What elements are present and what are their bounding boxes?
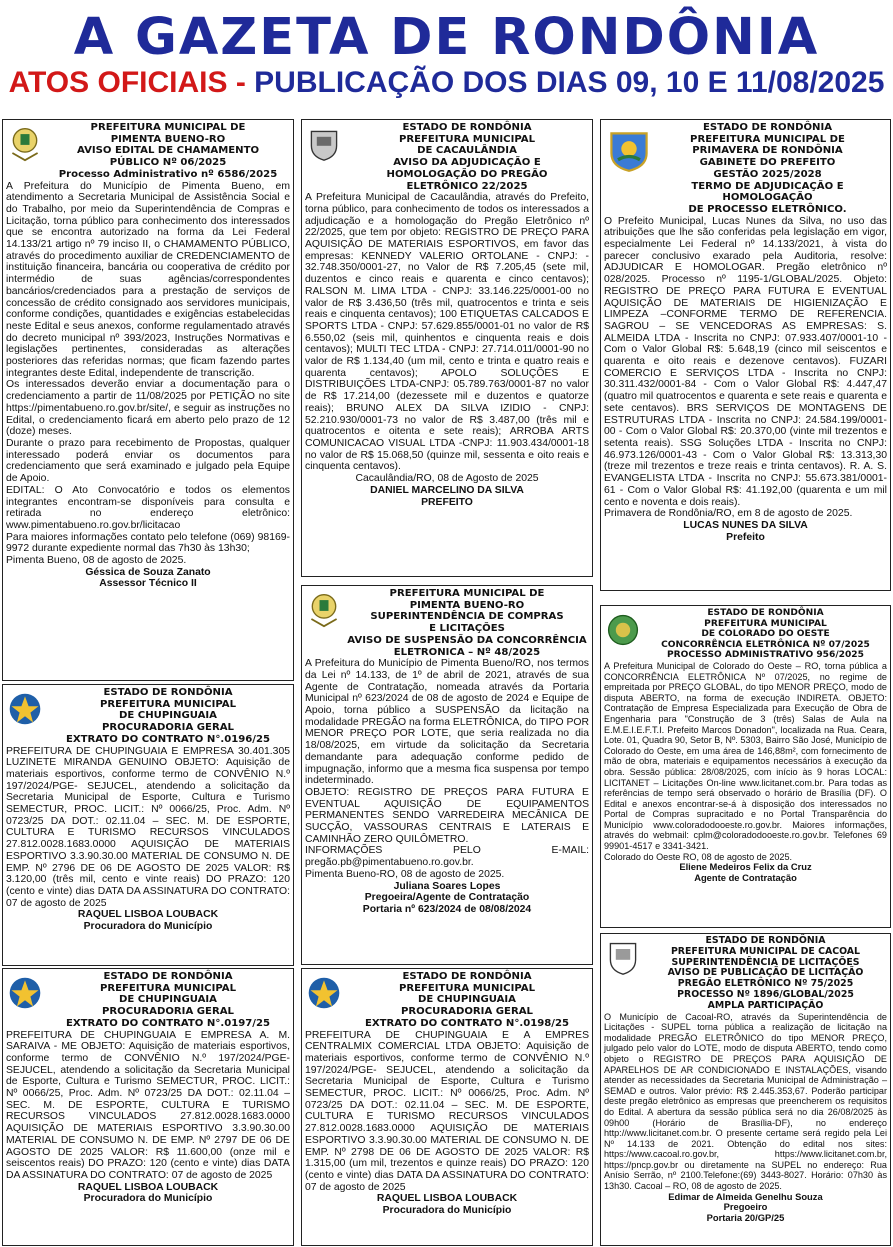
municipal-seal-icon bbox=[306, 126, 342, 162]
notice-cacaulandia-pregao bbox=[301, 119, 593, 577]
municipal-seal-icon bbox=[7, 126, 43, 162]
municipal-seal-icon bbox=[605, 612, 641, 648]
notice-body: O Prefeito Municipal, Lucas Nunes da Silva, no uso das atribuições que lhe são conferidas pela legislação em vigor, especialmente Lei Federal nº 14.133/2021, à vista do parecer conclusivo exarado pela Auditoria, resolve: ADJUDICAR E HOMOLOGAR. Pregão eletrônico nº 028/2025. Processo nº 1195-1/GLOBAL/2025. Objeto: REGISTRO DE PREÇO PARA FUTURA E EVENTUAL AQUISIÇÃO DE MATERIAIS DE HIGIENIZAÇÃO E LIMPEZA –CONFORME TERMO DE REFERENCIA. SAGROU – SE VENCEDORAS AS EMPRESAS: S. ALMEIDA LTDA - Inscrita no CNPJ: 07.933.407/0001-10 - Com o Valor Global R$: 5.648,19 (cinco mil seiscentos e quarenta e oito reais e dezenove centavos). FUZARI COMERCIO E SERVIÇOS LTDA - Inscrita no CNPJ: 30.311.432/0001-84 - Com o Valor Global R$: 4.447,47 (quatro mil quatrocentos e quarenta e sete reais e quarenta e sete centavos). BRS SERVIÇOS DE MONTAGENS DE ESTRUTURAS LTDA - Inscrita no CNPJ: 24.584.199/0001-00 - Com o Valor Global R$: 20.370,00 (vinte mil trezentos e setenta reais). SSG Soluções LTDA - Inscrita no CNPJ: 46.973.126/0001-43 - Com o Valor Global R$: 13.313,30 (treze mil trezentos e treze reais e trinta centavos). R. A. S. EVANGELISTA LTDA - Inscrita no CNPJ: 55.673.381/0001-61 - Com o Valor Global R$: 41.192,00 (quarenta e um mil cento e noventa e dois reais). Primavera de Rondônia/RO, em 8 de agosto de 2025. bbox=[604, 215, 887, 520]
notice-cacoal-pregao bbox=[600, 933, 891, 1246]
notice-signature: RAQUEL LISBOA LOUBACK Procuradora do Município bbox=[77, 909, 219, 933]
notice-primavera-homologacao bbox=[600, 119, 891, 591]
notice-chupinguaia-0197 bbox=[2, 968, 294, 1246]
notice-body: PREFEITURA DE CHUPINGUAIA E EMPRESA 30.401.305 LUZINETE MIRANDA GENUINO OBJETO: Aquisição de materiais esportivos, conforme termo de CONVÊNIO N.º 197/2024/PGE- SEJUCEL, atendendo a solicitação da Secretaria Municipal de Esporte, Cultura e Turismo SEMECTUR, PROC. LICIT.: Nº 0066/25, Proc. Adm. Nº 0723/25 DA DOT.: 02.11.04 – SEC. M. DE ESPORTE, CULTURA E TURISMO RECURSOS VINCULADOS 27.812.0028.1683.0000 AQUISIÇÃO DE MATERIAIS ESPORTIVO 3.3.90.30.00 MATERIAL DE CONSUMO N. DE EMP. Nº 2796 DE 06 DE AGOSTO DE 2025 VALOR: R$ 3.120,00 (três mil, cento e vinte reais) DO PRAZO: 120 (cento e vinte) dias DATA DA ASSINATURA DO CONTRATO: 07 de agosto de 2025 bbox=[6, 745, 290, 909]
notice-body: A Prefeitura Municipal de Cacaulândia, através do Prefeito, torna público, para conhecimento de todos os interessados a adjudicação e a homologação do Pregão Eletrônico nº 22/2025, que tem por objeto: REGISTRO DE PREÇO PARA AQUISIÇÃO DE MATERIAIS ESPORTIVOS, em favor das empresas: KENNEDY VALERIO ORTOLANE - CNPJ: - 32.748.350/0001-27, no Valor de R$ 7.205,45 (sete mil, duzentos e cinco reais e quarenta e cinco centavos); RALSON M. LIMA LTDA - CNPJ: 33.146.225/0001-00 no valor de R$ 3.436,50 (três mil, quatrocentos e trinta e seis reais e cinquenta centavos); 100 ETIQUETAS CALCADOS E SPORTS LTDA - CNPJ: 57.629.855/0001-01 no valor de R$ 6.550,02 (seis mil, quinhentos e cinquenta reais e dois centavos); MULTI TEC LTDA - CNPJ: 27.714.011/0001-90 no valor de R$ 1.134,40 (um mil, cento e trinta e quatro reais e quarenta centavos); APOLO SOLUÇÕES E DISTRIBUIÇÕES LTDA-CNPJ: 05.789.763/0001-87 no valor de R$ 17.214,00 (dezessete mil e duzentos e quatorze reais); BRUNO ALEX DA SILVA IZIDIO - CNPJ: 52.210.930/0001-73 no valor de R$ 3.487,00 (três mil e quatrocentos e oitenta e sete reais); ARROBA ARTS COMUNICACAO VISUAL LTDA -CNPJ: 11.903.434/0001-18 no valor de R$ 15.068,50 (quinze mil, sessenta e oito reais e cinquenta centavos). bbox=[305, 192, 589, 473]
notice-colorado-concorrencia bbox=[600, 605, 891, 928]
notice-header: ESTADO DE RONDÔNIA PREFEITURA MUNICIPAL DE PRIMAVERA DE RONDÔNIA GABINETE DO PREFEITO GESTÃO 2025/2028 TERMO DE ADJUDICAÇÃO E HOMOLOGAÇÃO DE PROCESSO ELETRÔNICO. bbox=[688, 122, 847, 215]
notice-signature: Géssica de Souza Zanato Assessor Técnico II bbox=[85, 566, 211, 590]
section-subtitle bbox=[0, 66, 893, 100]
notice-chupinguaia-0196 bbox=[2, 684, 294, 966]
notice-header: ESTADO DE RONDÔNIA PREFEITURA MUNICIPAL DE CHUPINGUAIA PROCURADORIA GERAL EXTRATO DO CONTRATO N°.0198/25 bbox=[364, 971, 570, 1029]
notice-header: ESTADO DE RONDÔNIA PREFEITURA MUNICIPAL DE CACOAL SUPERINTENDÊNCIA DE LICITAÇÕES AVISO DE PUBLICAÇÃO DE LICITAÇÃO PREGÃO ELETRÔNICO Nº 75/2025 PROCESSO Nº 1896/GLOBAL/2025 AMPLA PARTICIPAÇÃO bbox=[667, 935, 864, 1011]
notice-signature: RAQUEL LISBOA LOUBACK Procuradora do Município bbox=[77, 1181, 219, 1205]
notice-header: ESTADO DE RONDÔNIA PREFEITURA MUNICIPAL DE COLORADO DO OESTE CONCORRÊNCIA ELETRÔNICA Nº 07/2025 PROCESSO ADMINISTRATIVO 956/2025 bbox=[661, 608, 870, 661]
notice-pimenta-bueno-suspensao bbox=[301, 585, 593, 965]
notice-pimenta-bueno-chamamento bbox=[2, 119, 294, 681]
municipal-seal-icon bbox=[306, 592, 342, 628]
notice-header: PREFEITURA MUNICIPAL DE PIMENTA BUENO-RO AVISO EDITAL DE CHAMAMENTO PÚBLICO Nº 06/2025 Processo Administrativo nº 6586/2025 bbox=[58, 122, 278, 180]
section-label: ATOS OFICIAIS bbox=[8, 66, 228, 99]
notice-body: A Prefeitura do Município de Pimenta Bueno, em atendimento a Secretaria Municipal de Assistência Social e do Trabalho, por meio da Superintendência de Compras e Licitação, torna público para conhecimento dos interessados que se encontra autorizado na forma da Lei Federal 14.133/21 artigo nº 79 inciso II, o CHAMAMENTO PÚBLICO, através do procedimento auxiliar de CREDENCIAMENTO de instituição financeira, bancária ou cooperativa de crédito por intermédio de suas agências/correspondentes bancários/credenciados para a prestação de serviços de concessão de crédito consignado aos servidores municipais, conforme condições, quantidades e exigências estabelecidas neste Edital e seus anexos, conforme regulamentado através do decreto municipal nº 393/2023, Instruções Normativas e legislações pertinentes, consideradas as alterações posteriores das referidas normas; que ficam fazendo partes integrantes deste Edital, independente de transcrição. Os interessados deverão enviar a documentação para o credenciamento a partir de 11/08/2025 por PETIÇÃO no site https://pimentabueno.ro.gov.br/site/, e seguir as instruções no Edital, o credenciamento ficará em aberto pelo prazo de 12 (doze) meses. Durante o prazo para recebimento de Propostas, qualquer interessado poderá enviar os documentos para credenciamento que será examinado e julgado pela Equipe de Apoio. EDITAL: O Ato Convocatório e todos os elementos integrantes encontram-se disponíveis para consulta e retirada no endereço eletrônico: www.pimentabueno.ro.gov.br/licitacao Para maiores informações contato pelo telefone (069) 98169-9972 durante expediente normal das 7h30 às 13h30; Pimenta Bueno, 08 de agosto de 2025. bbox=[6, 180, 290, 567]
notice-signature: RAQUEL LISBOA LOUBACK Procuradora do Município bbox=[376, 1193, 518, 1217]
notice-header: ESTADO DE RONDÔNIA PREFEITURA MUNICIPAL DE CACAULÂNDIA AVISO DA ADJUDICAÇÃO E HOMOLOGAÇÃO DO PREGÃO ELETRÔNICO 22/2025 bbox=[386, 122, 548, 192]
publication-dates: PUBLICAÇÃO DOS DIAS 09, 10 E 11/08/2025 bbox=[254, 66, 885, 99]
notice-body: A Prefeitura do Município de Pimenta Bueno/RO, nos termos da Lei nº 14.133, de 1º de abril de 2021, através de sua Agente de Contratação, nomeada através da Portaria Municipal nº 623/2024 de 08 de agosto de 2024 e Equipe de Apoio, torna público a SUSPENSÃO da licitação na modalidade PREGÃO na forma ELETRÔNICA, do TIPO POR MENOR PREÇO POR LOTE, que seria realizada no dia 18/08/2025, em virtude da solicitação da Secretaria demandante para adequação conforme pedido de impugnação, informo que a mesma fica suspensa por tempo indeterminado. OBJETO: REGISTRO DE PREÇOS PARA FUTURA E EVENTUAL AQUISIÇÃO DE EQUIPAMENTOS PERMANENTES SENDO VARREDEIRA MECÂNICA DE SUCÇÃO, VASSOURAS CENTRAIS E LATERAIS E CAMINHÃO ZERO QUILÔMETRO. INFORMAÇÕES PELO E-MAIL: pregão.pb@pimentabueno.ro.gov.br. Pimenta Bueno-RO, 08 de agosto de 2025. bbox=[305, 658, 589, 880]
notice-header: PREFEITURA MUNICIPAL DE PIMENTA BUENO-RO SUPERINTENDÊNCIA DE COMPRAS E LICITAÇÕES AVISO DE SUSPENSÃO DA CONCORRÊNCIA ELETRONICA – Nº 48/2025 bbox=[347, 588, 587, 658]
notice-place-date: Cacaulândia/RO, 08 de Agosto de 2025 bbox=[355, 473, 539, 485]
notice-header: ESTADO DE RONDÔNIA PREFEITURA MUNICIPAL DE CHUPINGUAIA PROCURADORIA GERAL EXTRATO DO CONTRATO N°.0197/25 bbox=[65, 971, 271, 1029]
notice-body: PREFEITURA DE CHUPINGUAIA E A EMPRES CENTRALMIX COMERCIAL LTDA OBJETO: Aquisição de materiais esportivos, conforme termo de CONVÊNIO N.º 197/2024/PGE- SEJUCEL, atendendo a solicitação da Secretaria Municipal de Esporte, Cultura e Turismo SEMECTUR, PROC. LICIT.: Nº 0066/25, Proc. Adm. Nº 0723/25 DA DOT.: 02.11.04 – SEC. M. DE ESPORTE, CULTURA E TURISMO RECURSOS VINCULADOS 27.812.0028.1683.0000 AQUISIÇÃO DE MATERIAIS ESPORTIVO 3.3.90.30.00 MATERIAL DE CONSUMO N. DE EMP. Nº 2798 DE 06 DE AGOSTO DE 2025 VALOR: R$ 1.315,00 (um mil, trezentos e quinze reais) DO PRAZO: 120 (cento e vinte) dias DATA DA ASSINATURA DO CONTRATO: 07 de agosto de 2025 bbox=[305, 1029, 589, 1193]
notice-signature: Juliana Soares Lopes Pregoeira/Agente de Contratação Portaria nº 623/2024 de 08/08/2024 bbox=[362, 880, 532, 915]
notice-signature: Eliene Medeiros Felix da Cruz Agente de Contratação bbox=[679, 861, 812, 884]
notice-signature: LUCAS NUNES DA SILVA Prefeito bbox=[683, 519, 808, 543]
masthead bbox=[0, 0, 893, 118]
notice-header: ESTADO DE RONDÔNIA PREFEITURA MUNICIPAL DE CHUPINGUAIA PROCURADORIA GERAL EXTRATO DO CONTRATO N°.0196/25 bbox=[65, 687, 271, 745]
municipal-seal-icon bbox=[605, 940, 641, 976]
rondonia-star-icon bbox=[7, 975, 43, 1011]
notice-signature: DANIEL MARCELINO DA SILVA PREFEITO bbox=[370, 484, 524, 508]
rondonia-star-icon bbox=[7, 691, 43, 727]
notice-body: A Prefeitura Municipal de Colorado do Oeste – RO, torna pública a CONCORRÊNCIA ELETRÔNICA Nº 07/2025, no regime de empreitada por PREÇO GLOBAL, do tipo MENOR PREÇO, modo de disputa ABERTO, na forma de execução INDIRETA. OBJETO: Contratação de Empresa Especializada para Execução de Obra de Engenharia para "Construção de 3 (três) Salas de Aula na E.M.E.I.E.F.T.I. Prefeito Marcos Donadon", localizada na Rua. Ceara, Lote. 01, Quadra 90, Setor B, Nº. 5303, Bairro São José, Município de Colorado do Oeste, em uma área de 146,88m², com fornecimento de mão de obra, materiais e equipamentos necessários à execução da obra. Sessão pública: 28/08/2025, com início às 9 horas LOCAL: LICITANET – Licitações On-line www.licitanet.com.br. Para todas as referências de tempo será observado o horário de Brasília (DF). O Edital e anexos encontrar-se-á à disposição dos interessados no Portal de Compras supracitado e no Portal Transparência do Município www.coloradodooeste.ro.gov.br. Maiores informações, através do webmail: cplm@coloradodooeste.ro.gov.br. Telefones 69 99901-4517 e 3341-3421. Colorado do Oeste RO, 08 de agosto de 2025. bbox=[604, 660, 887, 862]
municipal-seal-icon bbox=[607, 128, 651, 174]
notice-chupinguaia-0198 bbox=[301, 968, 593, 1246]
notice-signature: Edimar de Almeida Genelhu Souza Pregoeiro Portaria 20/GP/25 bbox=[668, 1190, 823, 1224]
notice-body: PREFEITURA DE CHUPINGUAIA E EMPRESA A. M. SARAIVA - ME OBJETO: Aquisição de materiais esportivos, conforme termo de CONVÊNIO N.º 197/2024/PGE- SEJUCEL, atendendo a solicitação da Secretaria Municipal de Esporte, Cultura e Turismo SEMECTUR, PROC. LICIT.: Nº 0066/25, Proc. Adm. Nº 0723/25 DA DOT.: 02.11.04 – SEC. M. DE ESPORTE, CULTURA E TURISMO RECURSOS VINCULADOS 27.812.0028.1683.0000 AQUISIÇÃO DE MATERIAIS ESPORTIVO 3.3.90.30.00 MATERIAL DE CONSUMO N. DE EMP. Nº 2797 DE 06 DE AGOSTO DE 2025 VALOR: R$ 11.600,00 (onze mil e seiscentos reais) DO PRAZO: 120 (cento e vinte) dias DATA DA ASSINATURA DO CONTRATO: 07 de agosto de 2025 bbox=[6, 1029, 290, 1181]
subtitle-dash: - bbox=[227, 66, 255, 99]
rondonia-star-icon bbox=[306, 975, 342, 1011]
notice-body: O Município de Cacoal-RO, através da Superintendência de Licitações - SUPEL torna pública a realização de licitação na modalidade PREGÃO ELETRÔNICO do tipo MENOR PREÇO, julgado pelo valor do LOTE, modo de disputa ABERTO, tendo como objeto o REGISTRO DE PREÇOS PARA AQUISIÇÃO DE APARELHOS DE AR CONDICIONADO E INSTALAÇÕES, visando atender as necessidades da Secretaria Municipal de Administração – SEMAD e outros. Valor prévio: R$ 2.445.353,67. Poderão participar deste pregão eletrônico as empresas que preencherem os requisitos do Edital. A abertura da sessão pública será no dia 26/08/2025 às 09h00 (Horário de Brasília-DF), no endereço http://www.licitanet.com.br. O presente certame será regido pela Lei Nº 14.133 de 2021. Obtenção do edital nos sites: https://www.cacoal.ro.gov.br, https://www.licitanet.com.br, https://pncp.gov.br ou diretamente na SUPEL no endereço: Rua Anísio Serrão, nº 2100.Telefone:(69) 3443-8027. Horário: 07h30 às 13h30. Cacoal – RO, 08 de agosto de 2025. bbox=[604, 1011, 887, 1192]
newspaper-title: A GAZETA DE RONDÔNIA bbox=[73, 8, 820, 67]
